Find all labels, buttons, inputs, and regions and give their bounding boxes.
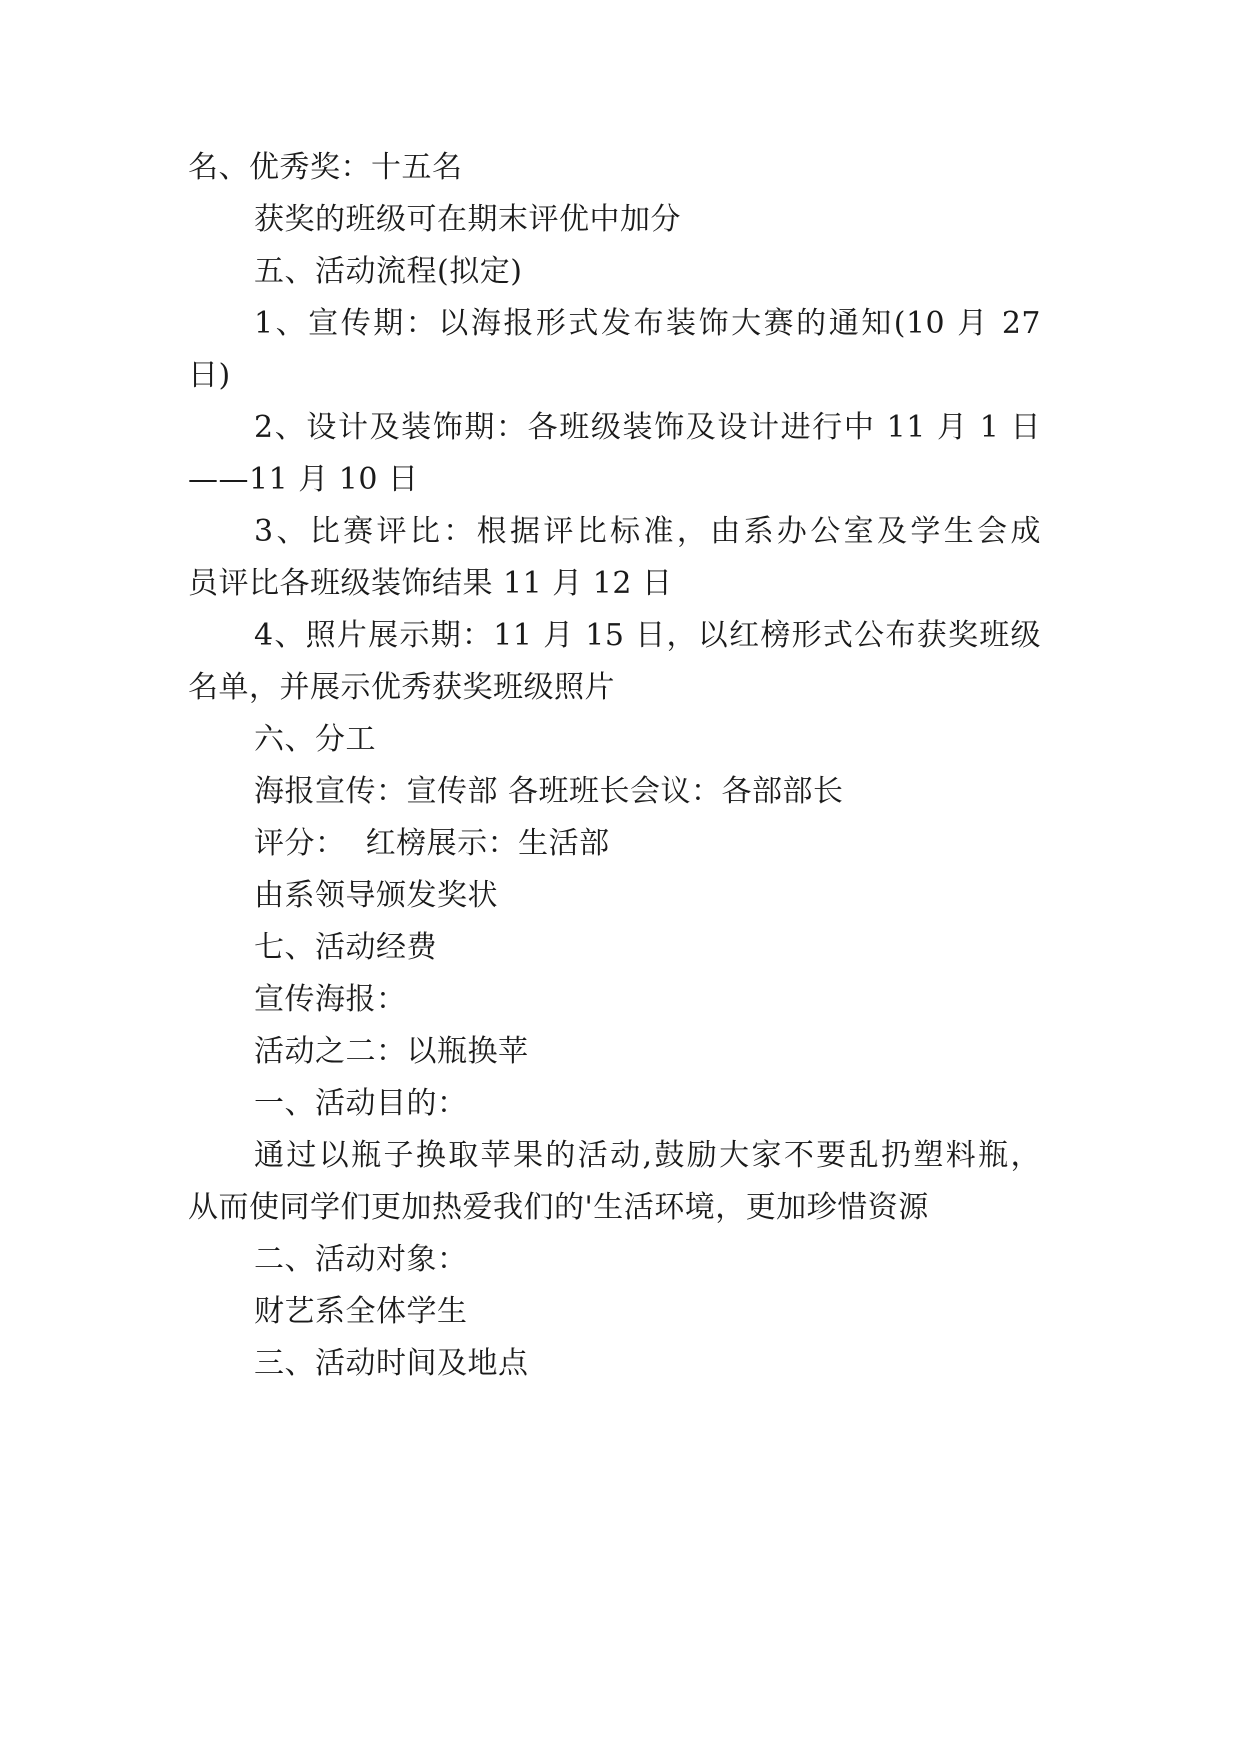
text-line-award-continuation: 名、优秀奖：十五名 [188,150,463,185]
section-heading-activity-budget: 七、活动经费 [254,930,437,965]
section-heading-activity-target: 二、活动对象： [254,1242,468,1277]
text-line-step-4-cont: 名单，并展示优秀获奖班级照片 [188,670,615,705]
section-heading-activity-process: 五、活动流程(拟定) [254,254,523,289]
text-line-target: 财艺系全体学生 [254,1294,468,1329]
text-line-step-3: 3、比赛评比：根据评比标准，由系办公室及学生会成 [254,514,1041,549]
text-line-award-certificate: 由系领导颁发奖状 [254,878,498,913]
text-line-step-1-cont: 日) [188,358,231,393]
text-line-scoring: 评分： 红榜展示：生活部 [254,826,610,861]
section-heading-division-of-labor: 六、分工 [254,722,376,757]
section-heading-time-and-place: 三、活动时间及地点 [254,1346,529,1381]
text-line-poster-publicity: 海报宣传：宣传部 各班班长会议：各部部长 [254,774,844,809]
text-line-step-2-cont: ——11 月 10 日 [188,462,419,497]
text-line-step-4: 4、照片展示期：11 月 15 日，以红榜形式公布获奖班级 [254,618,1041,653]
text-line-step-1: 1、宣传期：以海报形式发布装饰大赛的通知(10 月 27 [254,306,1041,341]
text-line-purpose: 通过以瓶子换取苹果的活动,鼓励大家不要乱扔塑料瓶， [254,1138,1041,1173]
text-line-step-3-cont: 员评比各班级装饰结果 11 月 12 日 [188,566,673,601]
text-line-step-2: 2、设计及装饰期：各班级装饰及设计进行中 11 月 1 日 [254,410,1041,445]
text-line-award-bonus: 获奖的班级可在期末评优中加分 [254,202,681,237]
text-line-poster-budget: 宣传海报： [254,982,407,1017]
section-heading-activity-two: 活动之二：以瓶换苹 [254,1034,529,1069]
section-heading-activity-purpose: 一、活动目的： [254,1086,468,1121]
text-line-purpose-cont: 从而使同学们更加热爱我们的'生活环境，更加珍惜资源 [188,1190,929,1225]
